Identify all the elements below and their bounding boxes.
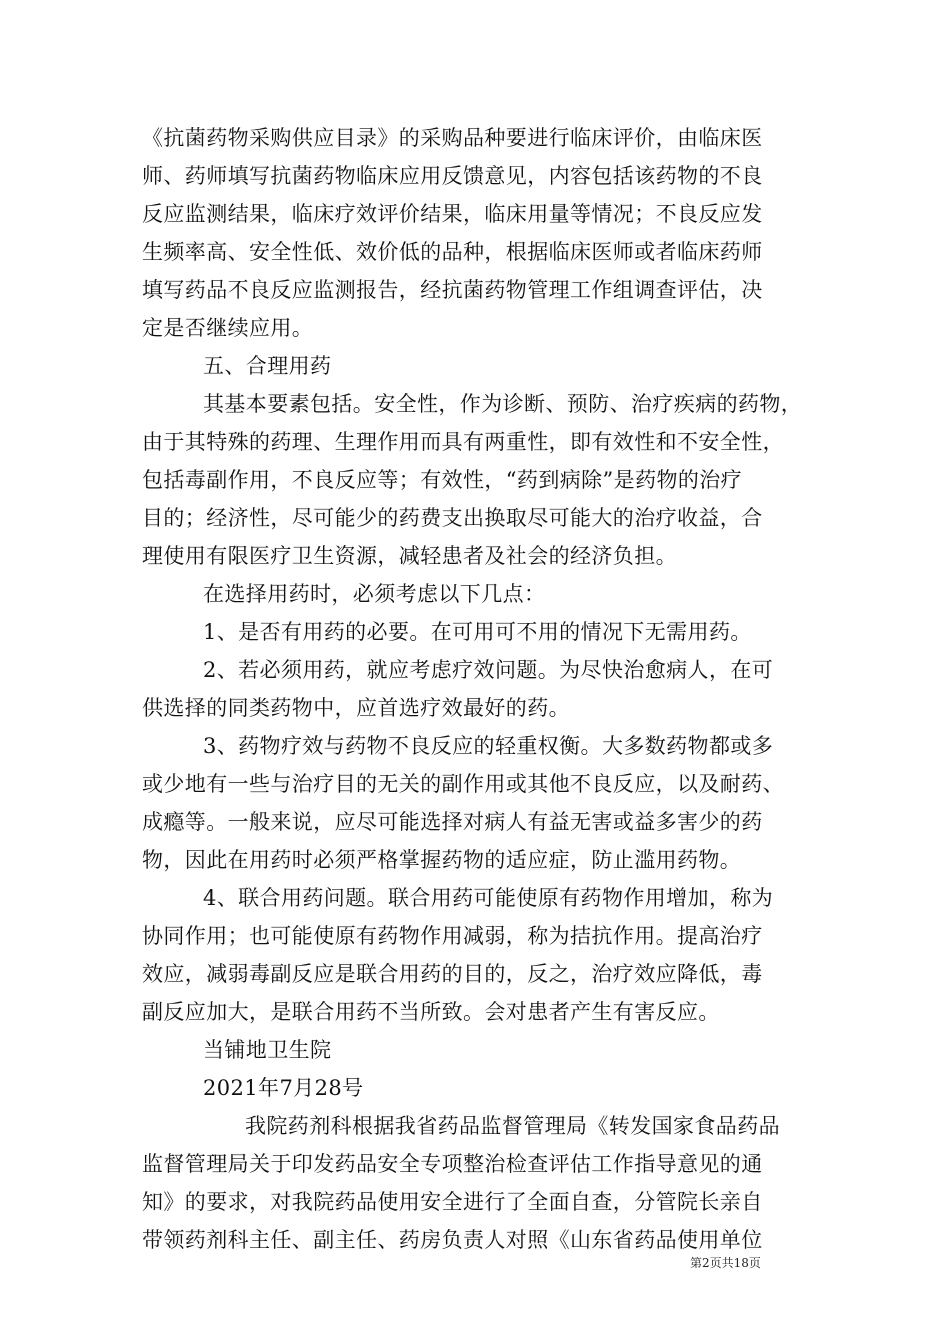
text-line-2: 师、药师填写抗菌药物临床应用反馈意见，内容包括该药物的不良: [142, 164, 763, 188]
list-item-1: 1、是否有用药的必要。在可用可不用的情况下无需用药。: [203, 620, 752, 644]
text-line-8: 其基本要素包括。安全性，作为诊断、预防、治疗疾病的药物，: [203, 392, 803, 416]
text-line-12: 理使用有限医疗卫生资源，减轻患者及社会的经济负担。: [142, 544, 677, 568]
text-line-24: 副反应加大，是联合用药不当所致。会对患者产生有害反应。: [142, 1000, 720, 1024]
text-line-20: 物，因此在用药时必须严格掌握药物的适应症，防止滥用药物。: [142, 848, 742, 872]
signature-org: 当铺地卫生院: [203, 1038, 332, 1062]
text-line-3: 反应监测结果，临床疗效评价结果，临床用量等情况；不良反应发: [142, 202, 763, 226]
list-item-4: 4、联合用药问题。联合用药可能使原有药物作用增加，称为: [203, 886, 774, 910]
list-item-2: 2、若必须用药，就应考虑疗效问题。为尽快治愈病人，在可: [203, 658, 774, 682]
text-line-30: 带领药剂科主任、副主任、药房负责人对照《山东省药品使用单位: [142, 1228, 763, 1252]
text-line-13: 在选择用药时，必须考虑以下几点：: [203, 582, 546, 606]
text-line-22: 协同作用；也可能使原有药物作用减弱，称为拮抗作用。提高治疗: [142, 924, 763, 948]
text-line-6: 定是否继续应用。: [142, 316, 314, 340]
text-line-9: 由于其特殊的药理、生理作用而具有两重性，即有效性和不安全性，: [142, 430, 784, 454]
text-line-4: 生频率高、安全性低、效价低的品种，根据临床医师或者临床药师: [142, 240, 763, 264]
text-line-19: 成瘾等。一般来说，应尽可能选择对病人有益无害或益多害少的药: [142, 810, 763, 834]
page-number: 第2页共18页: [690, 1256, 761, 1270]
text-line-16: 供选择的同类药物中，应首选疗效最好的药。: [142, 696, 570, 720]
text-line-23: 效应，减弱毒副反应是联合用药的目的，反之，治疗效应降低，毒: [142, 962, 763, 986]
signature-date: 2021年7月28号: [203, 1076, 364, 1100]
list-item-3: 3、药物疗效与药物不良反应的轻重权衡。大多数药物都或多: [203, 734, 774, 758]
text-line-5: 填写药品不良反应监测报告，经抗菌药物管理工作组调查评估，决: [142, 278, 763, 302]
text-line-11: 目的；经济性，尽可能少的药费支出换取尽可能大的治疗收益，合: [142, 506, 763, 530]
text-line-1: 《抗菌药物采购供应目录》的采购品种要进行临床评价，由临床医: [142, 126, 763, 150]
text-line-10: 包括毒副作用，不良反应等；有效性，“药到病除”是药物的治疗: [142, 468, 743, 492]
text-line-27: 我院药剂科根据我省药品监督管理局《转发国家食品药品: [245, 1114, 780, 1138]
section-heading: 五、合理用药: [203, 354, 332, 378]
text-line-28: 监督管理局关于印发药品安全专项整治检查评估工作指导意见的通: [142, 1152, 763, 1176]
text-line-29: 知》的要求，对我院药品使用安全进行了全面自查，分管院长亲自: [142, 1190, 763, 1214]
text-line-18: 或少地有一些与治疗目的无关的副作用或其他不良反应，以及耐药、: [142, 772, 784, 796]
